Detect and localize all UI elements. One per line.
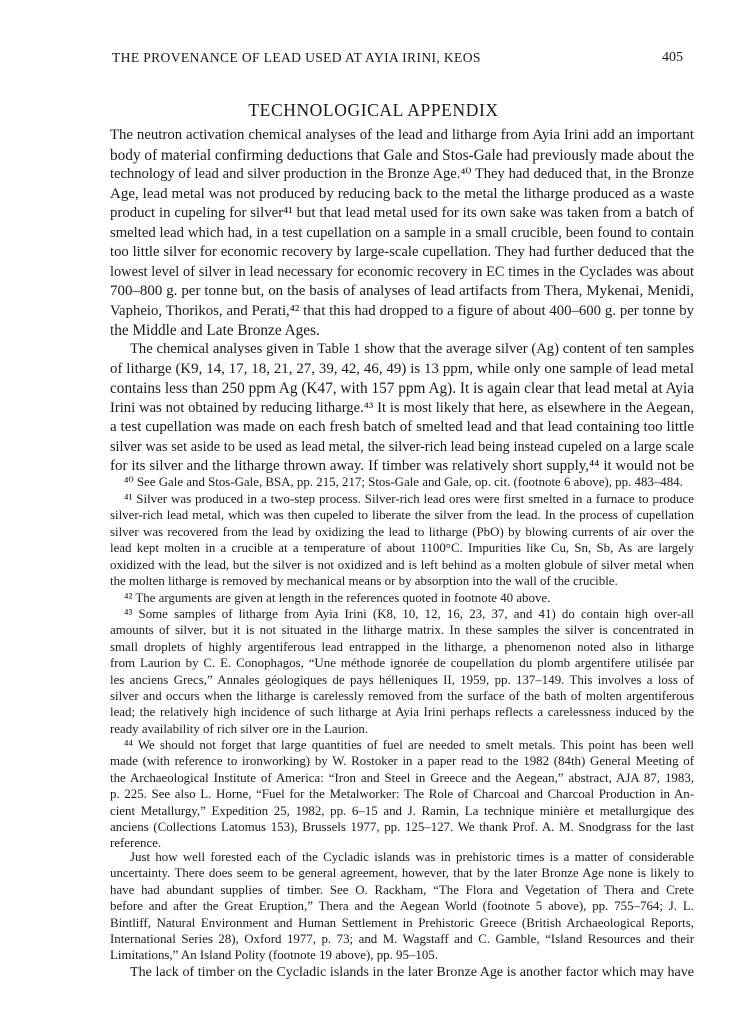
footnote-line: oxidized with the lead, but the silver is not oxidized and is left behind as a molten globule of silver metal when [110,557,694,572]
text-line: too little silver for economic recovery by large-scale cupellation. They had further deduced that the [110,244,694,260]
section-title: TECHNOLOGICAL APPENDIX [248,100,499,120]
footnote-line: the Archaeological Institute of America: “Iron and Steel in Greece and the Aegean,” abstract, AJA 87, 1983, [110,770,694,785]
text-line: smelted lead which had, in a test cupellation on a sample in a small crucible, been found to contain [110,224,694,241]
body-paragraph-1 [110,126,694,341]
text-line: contains less than 250 ppm Ag (K47, with 157 ppm Ag). It is again clear that lead metal at Ayia [110,380,694,397]
footnote-line: Bintliff, Natural Environment and Human Settlement in Prehistoric Greece (British Archaeological Reports, [110,915,694,930]
text-line: Age, lead metal was not produced by reducing back to the metal the litharge produced as a waste [110,185,694,202]
text-line: a test cupellation was made on each fresh batch of smelted lead and that lead containing too little [110,419,694,435]
footnote-line: ready availability of rich silver ore in the Laurion. [110,721,369,736]
footnote-44 [110,737,694,852]
footnote-line: p. 225. See also L. Horne, “Fuel for the Metalworker: The Role of Charcoal and Charcoal Production in An- [110,787,694,802]
footnote-line: from Laurion by C. E. Conophagos, “Une méthode ignorée de coupellation du plomb argentifere utilisée par [110,656,694,671]
text-line: silver was set aside to be used as lead metal, the silver-rich lead being instead cupeled on a large scale [110,438,694,455]
body-paragraph-2 [110,340,694,477]
text-line: Irini was not obtained by reducing litharge.⁴³ It is most likely that here, as elsewhere in the Aegean, [110,399,694,416]
text-line: product in cupeling for silver⁴¹ but that lead metal used for its own sake was taken from a batch of [110,205,694,221]
footnote-line: reference. [110,836,162,851]
footnote-line: silver was recovered from the lead by oxidizing the lead to litharge (PbO) by blowing currents of air over the [110,524,694,539]
footnote-line: Just how well forested each of the Cycladic islands was in prehistoric times is a matter of considerable [130,850,694,864]
text-line: body of material confirming deductions that Gale and Stos-Gale had previously made about the [110,146,695,164]
text-line: technology of lead and silver production in the Bronze Age.⁴⁰ They had deduced that, in the Bronze [110,166,694,182]
footnote-44-continued [110,849,694,964]
page-number: 405 [662,50,683,65]
footnote-line: les anciens Grecs,” Annales géologiques de pays hélleniques II, 1959, pp. 137–149. This involves a loss of [110,672,694,687]
footnote-line: lead kept molten in a crucible at a temperature of about 1100°C. Impurities like Cu, Sn, Sb, As are largely [110,541,694,556]
footnote-42 [110,590,694,606]
body-paragraph-3 [110,963,694,983]
footnote-line: ⁴³ Some samples of litharge from Ayia Irini (K8, 10, 12, 16, 23, 37, and 41) do contain high over-all [124,607,694,621]
footnote-line: uncertainty. There does seem to be general agreement, however, that by the later Bronze Age none is likely to [110,866,694,881]
footnote-line: the molten litharge is removed by mechanical means or by absorption into the wall of the crucible. [110,573,618,588]
text-line: The chemical analyses given in Table 1 show that the average silver (Ag) content of ten samples [130,341,694,357]
footnote-line: made (with reference to ironworking) by W. Rostoker in a paper read to the 1982 (84th) General Meeting of [110,754,694,769]
footnote-line: lead; the relatively high incidence of such litharge at Ayia Irini perhaps reflects a carelessness induced by the [110,705,694,720]
text-line: lowest level of silver in lead necessary for economic recovery in EC times in the Cyclades was about [110,263,694,280]
footnote-line: ⁴¹ Silver was produced in a two-step process. Silver-rich lead ores were first smelted in a furnace to produce [124,492,694,506]
footnote-line: ⁴² The arguments are given at length in the references quoted in footnote 40 above. [124,591,551,605]
footnote-line: amounts of silver, but it is not situated in the litharge matrix. In these samples the silver is concentrated in [110,623,694,638]
footnote-40 [110,474,694,490]
footnote-line: International Series 28), Oxford 1977, p. 73; and M. Wagstaff and C. Gamble, “Island Resources and their [110,931,694,946]
text-line: 700–800 g. per tonne but, on the basis of analyses of lead artifacts from Thera, Mykenai, Menidi, [110,283,694,299]
footnote-line: small droplets of highly argentiferous lead entrapped in the litharge, a phenomenon noted also in litharge [110,639,694,654]
text-line: the Middle and Late Bronze Ages. [110,322,320,339]
footnote-line: anciens (Collections Latomus 153), Brussels 1977, pp. 125–127. We thank Prof. A. M. Snodgrass for the last [110,819,694,834]
footnote-line: ⁴⁴ We should not forget that large quantities of fuel are needed to smelt metals. This point has been well [124,738,694,752]
text-line: of litharge (K9, 14, 17, 18, 21, 27, 39, 42, 46, 49) is 13 ppm, while only one sample of lead metal [110,360,694,377]
footnote-line: silver-rich lead metal, which was then cupeled to liberate the silver from the lead. In the process of cupellation [110,508,694,523]
text-line: for its silver and the litharge thrown away. If timber was relatively short supply,⁴⁴ it would not be [110,458,694,474]
footnote-line: cient Metallurgy,” Expedition 25, 1982, pp. 6–15 and J. Ramin, La technique minière et metallurgique des [110,803,694,818]
running-head-title: THE PROVENANCE OF LEAD USED AT AYIA IRINI, KEOS [112,50,481,65]
footnote-line: before and after the Great Eruption,” Thera and the Aegean World (footnote 5 above), pp. 755–764; J. L. [110,899,694,914]
footnote-line: have had abundant supplies of timber. See O. Rackham, “The Flora and Vegetation of Thera and Crete [110,882,694,897]
footnote-43 [110,606,694,737]
footnote-line: ⁴⁰ See Gale and Stos-Gale, BSA, pp. 215, 217; Stos-Gale and Gale, op. cit. (footnote 6 above), pp. 483–484. [124,475,683,489]
text-line: The neutron activation chemical analyses of the lead and litharge from Ayia Irini add an important [110,127,694,143]
text-line: The lack of timber on the Cycladic islands in the later Bronze Age is another factor which may have [130,964,694,980]
text-line: Vapheio, Thorikos, and Perati,⁴² that this had dropped to a figure of about 400–600 g. per tonne by [110,302,694,319]
footnote-41 [110,491,694,589]
footnote-line: silver and occurs when the litharge is carelessly removed from the surface of the bath of molten argentiferous [110,688,694,703]
footnote-line: Limitations,” An Island Polity (footnote 19 above), pp. 95–105. [110,948,438,963]
